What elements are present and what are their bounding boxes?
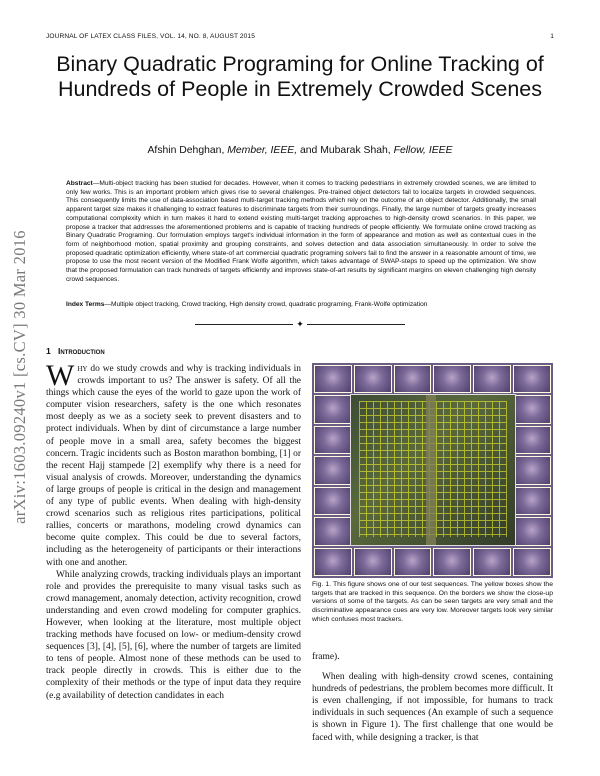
closeup-thumb: [314, 365, 352, 393]
abstract: [66, 180, 536, 284]
closeup-thumb: [314, 395, 352, 423]
drop-cap: W: [46, 359, 75, 392]
closeup-thumb: [513, 548, 551, 576]
closeup-thumb: [394, 365, 432, 393]
closeup-thumb: [513, 365, 551, 393]
figure-1-caption: Fig. 1. This figure shows one of our test sequences. The yellow boxes show the targets that are tracked in this sequence. On the borders we show the close-up versions of some of the targets. As can be seen targets are very small and the discriminative appearance cues are very low. Moreover targets look very similar which confuses most trackers.: [312, 581, 553, 623]
author-1-role: Member, IEEE,: [227, 145, 298, 156]
author-2-role: Fellow, IEEE: [393, 145, 453, 156]
closeup-thumb: [314, 456, 352, 484]
left-column: [46, 359, 301, 702]
index-terms: [66, 301, 536, 310]
closeup-thumb: [433, 365, 471, 393]
intro-paragraph-1-text: do we study crowds and why is tracking individuals in crowds important to us? The answer is safety. Of all the things which cause the eyes of the world to gaze upon the work of computer vision researchers, safety is the one which resonates most deeply as we as a society seek to prevent disasters and to protect individuals. When by dint of circumstance a large number of people move in a small area, safety becomes the biggest concern. Tragic incidents such as Boston marathon bombing, [1] or the recent Hajj stampede [2] exemplify why there is a need for visual analysis of crowds. Moreover, understanding the dynamics of large groups of people is critical in the design and management of any type of public events. When dealing with high-density crowd scenarios such as religious rites participations, political rallies, concerts or marathons, modeling crowd dynamics can become quite complex. This could be due to several factors, including as the heterogeneity of participants or their interactions with one and another.: [46, 364, 301, 568]
closeup-thumb: [513, 395, 551, 423]
closeup-thumb: [513, 456, 551, 484]
running-header: [46, 33, 554, 45]
index-terms-label: Index Terms: [66, 301, 105, 308]
right-column: [312, 651, 553, 744]
closeup-thumb: [513, 487, 551, 515]
author-2: and Mubarak Shah,: [300, 145, 391, 156]
closeup-thumb: [314, 548, 352, 576]
crowd-scene-with-tracking-boxes: [350, 394, 516, 546]
index-terms-text: —Multiple object tracking, Crowd tracking, High density crowd, quadratic programing, Frank-Wolfe optimization: [104, 301, 428, 308]
intro-smallcaps: hy: [77, 364, 88, 374]
closeup-thumb: [354, 548, 392, 576]
section-title: Introduction: [57, 346, 105, 356]
divider-line-right: [307, 324, 405, 325]
closeup-thumb: [354, 365, 392, 393]
divider-ornament: ✦: [296, 319, 304, 329]
journal-name: JOURNAL OF LATEX CLASS FILES, VOL. 14, NO. 8, AUGUST 2015: [46, 33, 255, 40]
arxiv-id: arXiv:1603.09240v1 [cs.CV] 30 Mar 2016: [10, 229, 29, 524]
author-line: [40, 145, 560, 156]
col2-paragraph-1: frame).: [312, 652, 340, 662]
section-divider: [195, 320, 405, 329]
abstract-text: —Multi-object tracking has been studied for decades. However, when it comes to tracking pedestrians in extremely crowded scenes, we are limited to only few works. This is an important problem which gives rise to several challenges. Pre-trained object detectors fail to localize targets in crowded sequences. This consequently limits the use of data-association based multi-target tracking methods which rely on the outcome of an object detector. Additionally, the small apparent target size makes it challenging to extract features to discriminate targets from their surroundings. Finally, the large number of targets greatly increases computational complexity which in turn makes it hard to extend existing multi-target tracking approaches to high-density crowd scenarios. In this paper, we propose a tracker that addresses the aforementioned problems and is capable of tracking hundreds of people efficiently. We formulate online crowd tracking as Binary Quadratic Programing. Our formulation employs target's individual information in the form of appearance and motion as well as contextual cues in the form of neighborhood motion, spatial proximity and grouping constraints, and solves detection and data association simultaneously. In order to solve the proposed quadratic optimization efficiently, where state-of art commercial quadratic programing solvers fail to find the answer in a reasonable amount of time, we propose to use the most recent version of the Modified Frank Wolfe algorithm, which takes advantage of SWAP-steps to speed up the optimization. We show that the proposed formulation can track hundreds of targets efficiently and improves state-of-art results by significant margins on eleven challenging high density crowd sequences.: [66, 180, 536, 283]
abstract-label: Abstract: [66, 180, 93, 187]
arxiv-stamp: [10, 184, 30, 569]
col2-paragraph-2: When dealing with high-density crowd scenes, containing hundreds of pedestrians, the problem becomes more difficult. It is even challenging, if not impossible, for humans to track individuals in such sequences (An example of such a sequence is shown in Figure 1). The first challenge that one would be faced with, while designing a tracker, is that: [312, 672, 553, 743]
closeup-thumb: [314, 517, 352, 545]
intro-paragraph-1: [46, 359, 301, 569]
author-1: Afshin Dehghan,: [147, 145, 225, 156]
figure-1-image: [312, 363, 553, 578]
paper-title: Binary Quadratic Programing for Online Tracking of Hundreds of People in Extremely Crowded Scenes: [56, 52, 544, 101]
closeup-thumb: [513, 426, 551, 454]
closeup-thumb: [433, 548, 471, 576]
intro-paragraph-2: While analyzing crowds, tracking individuals plays an important role and provides the prerequisite to many visual tasks such as crowd management, anomaly detection, activity recognition, crowd understanding and even crowd modeling for computer graphics. However, when looking at the literature, most multiple object tracking methods have focused on low- or medium-density crowd sequences [3], [4], [5], [6], where the number of targets are limited to tens of people. Almost none of these methods can be used to track people directly in crowds. This is either due to the complexity of their methods or the type of input data they require (e.g availability of detection candidates in each: [46, 569, 301, 701]
closeup-thumb: [473, 365, 511, 393]
closeup-thumb: [513, 517, 551, 545]
page-number: 1: [550, 33, 554, 40]
closeup-thumb: [314, 426, 352, 454]
closeup-thumb: [314, 487, 352, 515]
section-number: 1: [46, 346, 51, 356]
closeup-thumb: [394, 548, 432, 576]
section-heading: [46, 346, 105, 356]
divider-line-left: [195, 324, 293, 325]
closeup-thumb: [473, 548, 511, 576]
